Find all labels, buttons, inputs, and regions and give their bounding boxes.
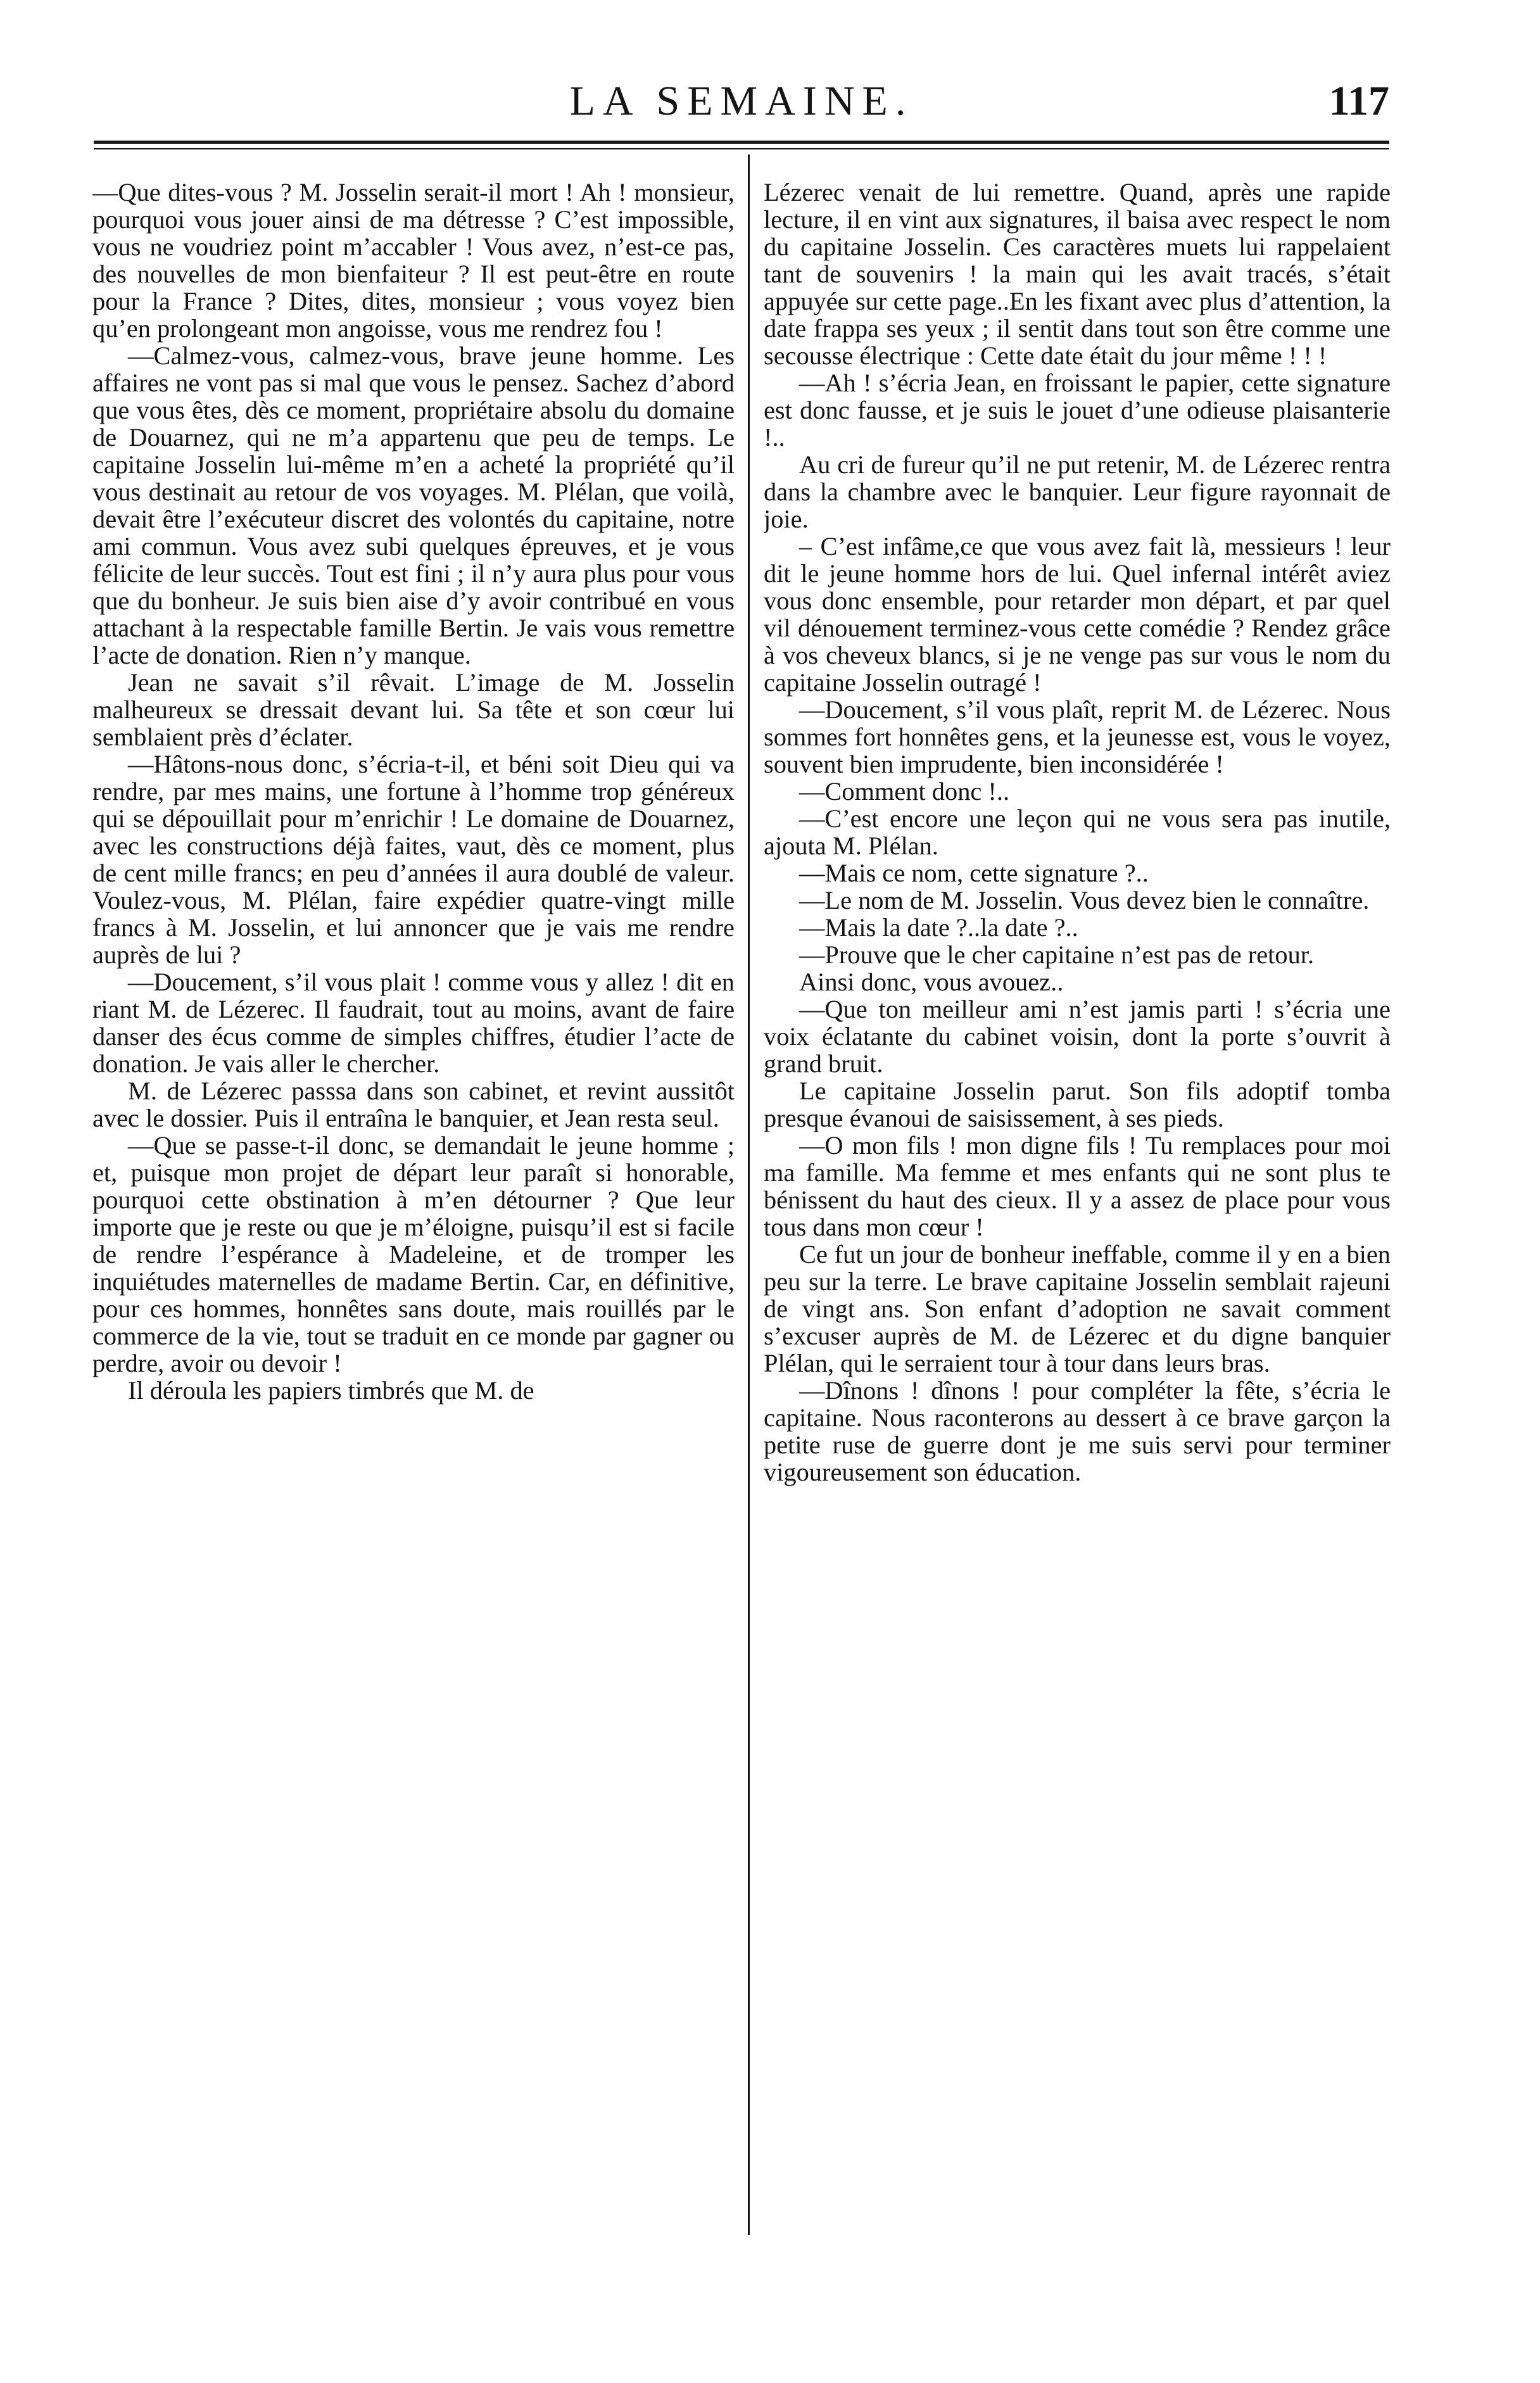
column-divider: [748, 155, 750, 2235]
paragraph: —Hâtons-nous donc, s’écria-t-il, et béni soit Dieu qui va rendre, par mes mains, une fortune à l’homme trop généreux qui se dépouillait pour m’enrichir ! Le domaine de Douarnez, avec les constructions déjà faites, vaut, dès ce moment, plus de cent mille francs; en peu d’années il aura doublé de valeur. Voulez-vous, M. Plélan, faire expédier quatre-vingt mille francs à M. Josselin, et lui annoncer que je vais me rendre auprès de lui ?: [92, 750, 735, 969]
header-rule-thin: [94, 148, 1389, 149]
paragraph: Jean ne savait s’il rêvait. L’image de M. Josselin malheureux se dressait devant lui. Sa tête et son cœur lui semblaient près d’éclater.: [92, 668, 735, 751]
paragraph: —Mais ce nom, cette signature ?..: [799, 859, 1149, 887]
paragraph: —O mon fils ! mon digne fils ! Tu remplaces pour moi ma famille. Ma femme et mes enfants qui ne sont plus te bénissent du haut des cieux. Il y a assez de place pour vous tous dans mon cœur !: [764, 1131, 1391, 1241]
paragraph: —Mais la date ?..la date ?..: [799, 913, 1078, 942]
paragraph: —Doucement, s’il vous plaît, reprit M. de Lézerec. Nous sommes fort honnêtes gens, et la jeunesse est, vous le voyez, souvent bien imprudente, bien inconsidérée !: [764, 695, 1391, 778]
paragraph: Ainsi donc, vous avouez..: [799, 968, 1064, 996]
paragraph: —Dînons ! dînons ! pour compléter la fête, s’écria le capitaine. Nous raconterons au dessert à ce brave garçon la petite ruse de guerre dont je me suis servi pour terminer vigoureusement son éducation.: [764, 1376, 1391, 1486]
paragraph: —Ah ! s’écria Jean, en froissant le papier, cette signature est donc fausse, et je suis le jouet d’une odieuse plaisanterie !..: [764, 369, 1391, 452]
paragraph: Le capitaine Josselin parut. Son fils adoptif tomba presque évanoui de saisissement, à ses pieds.: [764, 1077, 1391, 1132]
paragraph: M. de Lézerec passsa dans son cabinet, et revint aussitôt avec le dossier. Puis il entraîna le banquier, et Jean resta seul.: [92, 1077, 735, 1132]
page-header: [94, 66, 1389, 123]
left-column: [92, 179, 735, 2221]
header-rule-thick: [94, 141, 1389, 144]
paragraph: —Le nom de M. Josselin. Vous devez bien le connaître.: [799, 886, 1370, 914]
running-title: LA SEMAINE.: [569, 78, 914, 124]
paragraph: —Que ton meilleur ami n’est jamis parti ! s’écria une voix éclatante du cabinet voisin, dont la porte s’ouvrit à grand bruit.: [764, 995, 1391, 1078]
paragraph: Ce fut un jour de bonheur ineffable, comme il y en a bien peu sur la terre. Le brave capitaine Josselin semblait rajeuni de vingt ans. Son enfant d’adoption ne savait comment s’excuser auprès de M. de Lézerec et du digne banquier Plélan, qui le serraient tour à tour dans leurs bras.: [764, 1240, 1391, 1377]
paragraph: —Comment donc !..: [799, 777, 1010, 806]
paragraph: Il déroula les papiers timbrés que M. de: [128, 1376, 534, 1405]
paragraph: —Doucement, s’il vous plait ! comme vous y allez ! dit en riant M. de Lézerec. Il faudrait, tout au moins, avant de faire danser des écus comme de simples chiffres, étudier l’acte de donation. Je vais aller le chercher.: [92, 968, 735, 1078]
page-number: 117: [1329, 78, 1389, 124]
paragraph: —Que se passe-t-il donc, se demandait le jeune homme ; et, puisque mon projet de départ leur paraît si honorable, pourquoi cette obstination à m’en détourner ? Que leur importe que je reste ou que je m’éloigne, puisqu’il est si facile de rendre l’espérance à Madeleine, et de tromper les inquiétudes maternelles de madame Bertin. Car, en définitive, pour ces hommes, honnêtes sans doute, mais rouillés par le commerce de la vie, tout se traduit en ce monde par gagner ou perdre, avoir ou devoir !: [92, 1131, 735, 1377]
paragraph: —Prouve que le cher capitaine n’est pas de retour.: [799, 940, 1315, 969]
paragraph: Au cri de fureur qu’il ne put retenir, M. de Lézerec rentra dans la chambre avec le banquier. Leur figure rayonnait de joie.: [764, 450, 1391, 533]
paragraph: – C’est infâme,ce que vous avez fait là, messieurs ! leur dit le jeune homme hors de lui. Quel infernal intérêt aviez vous donc ensemble, pour retarder mon départ, et par quel vil dénouement terminez-vous cette comédie ? Rendez grâce à vos cheveux blancs, si je ne venge pas sur vous le nom du capitaine Josselin outragé !: [764, 532, 1391, 697]
paragraph: —Calmez-vous, calmez-vous, brave jeune homme. Les affaires ne vont pas si mal que vous le pensez. Sachez d’abord que vous êtes, dès ce moment, propriétaire absolu du domaine de Douarnez, qui ne m’a appartenu que peu de temps. Le capitaine Josselin lui-même m’en a acheté la propriété qu’il vous destinait au retour de vos voyages. M. Plélan, que voilà, devait être l’exécuteur discret des volontés du capitaine, notre ami commun. Vous avez subi quelques épreuves, et je vous félicite de leur succès. Tout est fini ; il n’y aura plus pour vous que du bonheur. Je suis bien aise d’y avoir contribué en vous attachant à la respectable famille Bertin. Je vais vous remettre l’acte de donation. Rien n’y manque.: [92, 341, 735, 669]
paragraph: —Que dites-vous ? M. Josselin serait-il mort ! Ah ! monsieur, pourquoi vous jouer ainsi de ma détresse ? C’est impossible, vous ne voudriez point m’accabler ! Vous avez, n’est-ce pas, des nouvelles de mon bienfaiteur ? Il est peut-être en route pour la France ? Dites, dites, monsieur ; vous voyez bien qu’en prolongeant mon angoisse, vous me rendrez fou !: [92, 179, 735, 343]
paragraph: —C’est encore une leçon qui ne vous sera pas inutile, ajouta M. Plélan.: [764, 804, 1391, 860]
paragraph: Lézerec venait de lui remettre. Quand, après une rapide lecture, il en vint aux signatures, il baisa avec respect le nom du capitaine Josselin. Ces caractères muets lui rappelaient tant de souvenirs ! la main qui les avait tracés, s’était appuyée sur cette page..En les fixant avec plus d’attention, la date frappa ses yeux ; il sentit dans tout son être comme une secousse électrique : Cette date était du jour même ! ! !: [764, 179, 1391, 370]
right-column: [764, 179, 1391, 2221]
